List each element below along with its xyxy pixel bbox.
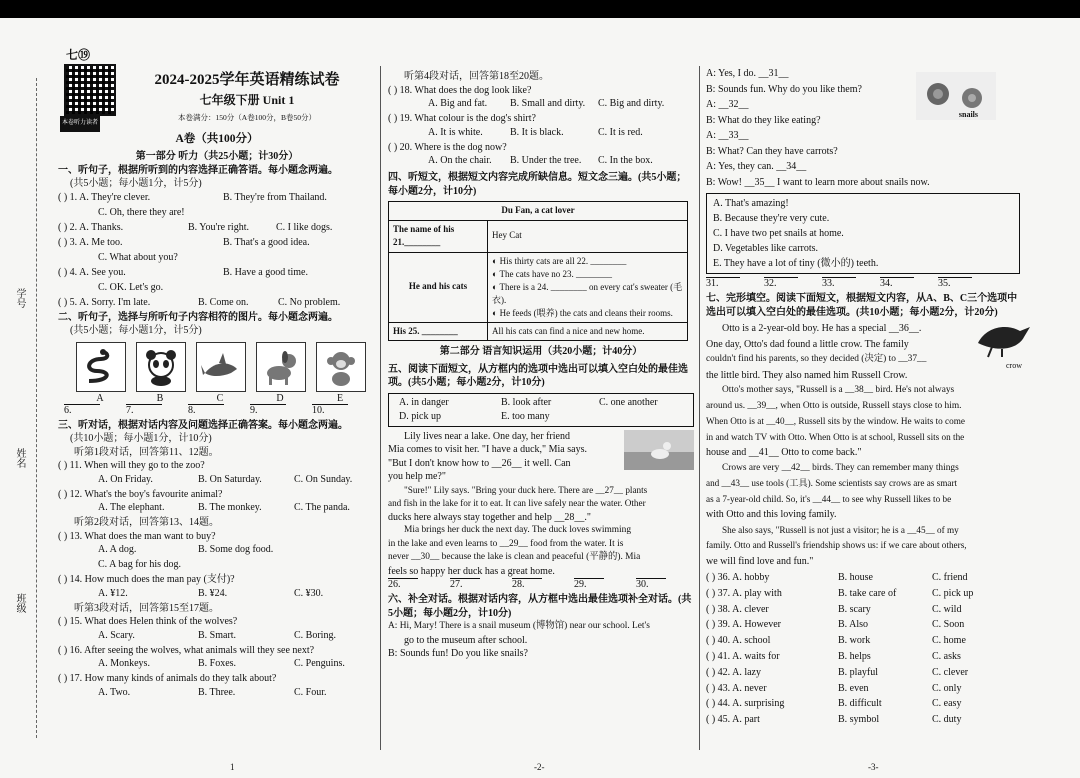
question-18-options bbox=[388, 97, 694, 112]
text-fragment: 34. bbox=[880, 278, 893, 289]
section-1-title: 一、听句子，根据所听到的内容选择正确答语。每小题念两遍。 bbox=[58, 164, 338, 176]
crow-icon bbox=[972, 317, 1034, 359]
text-fragment bbox=[706, 277, 740, 278]
text-fragment: B. Foxes. bbox=[198, 658, 237, 669]
shark-icon bbox=[196, 342, 246, 392]
text-fragment bbox=[126, 404, 162, 405]
table-line: ◐ There is a 24. ________ on every cat's sweater (毛衣). bbox=[492, 281, 683, 305]
text-fragment bbox=[706, 571, 1036, 587]
text-fragment: B. Smart. bbox=[198, 629, 237, 641]
question-1-c bbox=[58, 206, 376, 221]
text-fragment: B. Also bbox=[838, 619, 869, 631]
picture-label: C bbox=[216, 392, 224, 404]
panda-icon bbox=[136, 342, 186, 392]
section-5-option-box: A. in danger B. look after C. one another D. pick up E. too many bbox=[388, 393, 694, 427]
exam-sheet bbox=[0, 18, 1080, 778]
text-fragment bbox=[764, 277, 798, 278]
text-fragment: B. helps bbox=[838, 650, 871, 662]
question-2 bbox=[58, 221, 376, 236]
question-11-options bbox=[58, 473, 376, 488]
text-fragment: C. easy bbox=[932, 698, 962, 710]
dialogue-line: B: Sounds fun! Do you like snails? bbox=[388, 648, 528, 659]
text-fragment bbox=[938, 277, 972, 278]
part-1-title: 第一部分 听力（共25小题；计30分） bbox=[135, 151, 299, 162]
snake-icon bbox=[76, 342, 126, 392]
text-fragment: ( ) 43. A. never bbox=[706, 682, 767, 694]
text-fragment: 33. bbox=[822, 278, 835, 289]
picture-row bbox=[58, 342, 376, 402]
text-fragment bbox=[706, 587, 1036, 603]
text-fragment: C. duty bbox=[932, 714, 962, 726]
snails-label: snails bbox=[958, 110, 978, 119]
picture-label: D bbox=[276, 392, 284, 404]
column-divider bbox=[699, 66, 700, 750]
section-5-passage: Lily lives near a lake. One day, her friend Mia comes to visit her. "I have a duck," Mia says. "But I don't know how to __26__ it well. Can you help me?" "Sure!" Lily says. "Bring your duck here. There are __27__ plants and fish in the lake for it to eat. It can live safely near the water. Other ducks here always stay together and help __28__." Mia brings her duck the next day. The duck loves swimming in the lake and even learns to __29__ food from the water. It is never __30__ because the lake is clean and peaceful (平静的). Mia feels so happy her duck has a great home. bbox=[388, 430, 694, 579]
question-14: ( ) 14. How much does the man pay (支付)? bbox=[58, 574, 235, 585]
question-16-options bbox=[58, 657, 376, 672]
text-fragment: 32. bbox=[764, 278, 777, 289]
text-fragment: ( ) 41. A. waits for bbox=[706, 650, 780, 662]
text-fragment bbox=[450, 578, 480, 579]
text-fragment: C. ¥30. bbox=[294, 587, 324, 599]
text-fragment: ( ) 5. A. Sorry. I'm late. bbox=[58, 296, 151, 308]
section-7-passage: crow Otto is a 2-year-old boy. He has a special __36__. One day, Otto's dad found a little crow. The family couldn't find his parents, so they decided (决定) to __37__ the little bird. They also named him Russell Crow. Otto's mother says, "Russell is a __38__ bird. He's not always around us. __39__, when Otto is outside, Russell stays close to him. When Otto is at __40__, Russell sits by the window. He waits to come in and watch TV with Otto. When Otto is at school, Russell sits on the house and __41__ Otto to come back." Crows are very __42__ birds. They can remember many things and __43__ use tools (工具). Some scientists say crows are as smart as a 7-year-old child. So, it's __44__ to see why Russell likes to be with Otto and this loving family. She also says, "Russell is not just a visitor; he is a __45__ of my family. Otto and Russell's friendship shows us: if we care about others, we will find love and fun." bbox=[706, 321, 1036, 569]
section-7-options bbox=[706, 571, 1036, 729]
question-12: ( ) 12. What's the boy's favourite animal? bbox=[58, 488, 223, 500]
column-divider bbox=[380, 66, 381, 750]
text-fragment: ( ) 4. A. See you. bbox=[58, 266, 126, 278]
text-fragment: 6. bbox=[64, 404, 72, 416]
text-fragment: C. only bbox=[932, 682, 962, 694]
question-5 bbox=[58, 296, 376, 311]
dialogue-3-intro: 听第3段对话，回答第15至17题。 bbox=[74, 602, 219, 614]
column-1 bbox=[58, 64, 376, 701]
table-line: ◐ He feeds (喂养) the cats and cleans their rooms. bbox=[492, 307, 673, 318]
question-19: ( ) 19. What colour is the dog's shirt? bbox=[388, 113, 536, 124]
text-fragment bbox=[822, 277, 856, 278]
part-2-title: 第二部分 语言知识运用（共20小题；计40分） bbox=[439, 346, 643, 357]
dialogue-2-intro: 听第2段对话，回答第13、14题。 bbox=[74, 517, 219, 528]
text-fragment: C. wild bbox=[932, 603, 962, 615]
text-fragment: C. Oh, there they are! bbox=[98, 206, 185, 218]
table-cell: The name of his 21.________ bbox=[389, 220, 488, 252]
text-fragment: B. The monkey. bbox=[198, 502, 262, 513]
text-fragment bbox=[880, 277, 914, 278]
text-fragment: ( ) 37. A. play with bbox=[706, 587, 782, 599]
text-fragment: C. No problem. bbox=[278, 296, 341, 308]
text-fragment: B. work bbox=[838, 635, 871, 647]
section-3-title: 三、听对话，根据对话内容及问题选择正确答案。每小题念两遍。 bbox=[58, 419, 348, 431]
text-fragment: B. Under the tree. bbox=[510, 155, 582, 166]
text-fragment: B. Come on. bbox=[198, 296, 249, 308]
text-fragment: C. home bbox=[932, 635, 966, 647]
text-fragment: C. What about you? bbox=[98, 251, 178, 263]
text-fragment: 7. bbox=[126, 404, 134, 416]
crow-label: crow bbox=[1006, 361, 1022, 370]
page-number-3: -3- bbox=[868, 762, 879, 772]
question-20-options bbox=[388, 154, 694, 169]
text-fragment: 27. bbox=[450, 579, 463, 590]
text-fragment: C. pick up bbox=[932, 587, 974, 599]
question-18: ( ) 18. What does the dog look like? bbox=[388, 84, 532, 96]
text-fragment: B. Some dog food. bbox=[198, 544, 274, 555]
text-fragment bbox=[574, 578, 604, 579]
picture-label: E bbox=[336, 392, 344, 404]
text-fragment: C. I like dogs. bbox=[276, 221, 333, 233]
dog-icon bbox=[256, 342, 306, 392]
section-4-title: 四、听短文，根据短文内容完成所缺信息。短文念三遍。(共5小题；每小题2分，计10分) bbox=[388, 172, 687, 197]
text-fragment: 10. bbox=[312, 404, 325, 416]
text-fragment: C. Boring. bbox=[294, 629, 336, 641]
text-fragment: C. Big and dirty. bbox=[598, 98, 665, 109]
text-fragment: 26. bbox=[388, 579, 401, 590]
side-label-student-id: 学号 bbox=[14, 288, 25, 308]
text-fragment: C. It is red. bbox=[598, 126, 643, 138]
text-fragment: ( ) 39. A. However bbox=[706, 619, 781, 631]
info-table bbox=[388, 201, 688, 341]
section-6-option-box: A. That's amazing! B. Because they're very cute. C. I have two pet snails at home. D. Vegetables like carrots. E. They have a lot of tiny (微小的) teeth. bbox=[706, 193, 1020, 274]
section-6-title: 六、补全对话。根据对话内容，从方框中选出最佳选项补全对话。(共5小题；每小题2分，计10分) bbox=[388, 594, 692, 619]
text-fragment: C. clever bbox=[932, 666, 969, 678]
picture-label: A bbox=[96, 392, 104, 404]
header-mark: 七⑲ bbox=[66, 48, 91, 62]
text-fragment bbox=[706, 682, 1036, 698]
text-fragment: C. OK. Let's go. bbox=[98, 281, 164, 293]
text-fragment: ( ) 40. A. school bbox=[706, 635, 771, 647]
question-16: ( ) 16. After seeing the wolves, what animals will they see next? bbox=[58, 644, 315, 656]
table-header: Du Fan, a cat lover bbox=[389, 202, 688, 221]
text-fragment bbox=[706, 697, 1036, 713]
text-fragment bbox=[188, 404, 224, 405]
text-fragment: B. Small and dirty. bbox=[510, 98, 586, 109]
text-fragment: B. Have a good time. bbox=[223, 266, 308, 278]
part-a-title: A卷（共100分） bbox=[175, 132, 259, 145]
question-17-options bbox=[58, 686, 376, 701]
section-7-title: 七、完形填空。阅读下面短文，根据短文内容，从A、B、C三个选项中选出可以填入空白处的最佳选项。(共10小题；每小题2分，计20分) bbox=[706, 293, 1018, 318]
text-fragment: B. That's a good idea. bbox=[223, 236, 310, 248]
text-fragment: B. ¥24. bbox=[198, 587, 228, 599]
qr-label: 本卷听力读者 bbox=[60, 116, 100, 132]
question-4 bbox=[58, 266, 376, 281]
text-fragment: B. playful bbox=[838, 666, 878, 678]
text-fragment: B. house bbox=[838, 572, 873, 583]
text-fragment: 30. bbox=[636, 579, 649, 590]
table-line: ◐ His thirty cats are all 22. ________ bbox=[492, 255, 627, 266]
text-fragment: C. Four. bbox=[294, 686, 327, 698]
question-19-options bbox=[388, 126, 694, 141]
text-fragment bbox=[706, 650, 1036, 666]
text-fragment: A. It is white. bbox=[428, 126, 483, 138]
text-fragment: ( ) 2. A. Thanks. bbox=[58, 221, 124, 233]
text-fragment: C. friend bbox=[932, 572, 968, 583]
text-fragment: C. A bag for his dog. bbox=[98, 559, 182, 570]
section-2-note: (共5小题；每小题1分，计5分) bbox=[70, 325, 202, 336]
text-fragment: B. scary bbox=[838, 603, 871, 615]
text-fragment: B. On Saturday. bbox=[198, 473, 262, 485]
duck-lake-icon bbox=[624, 430, 694, 470]
text-fragment: B. even bbox=[838, 682, 869, 694]
text-fragment: A. Scary. bbox=[98, 629, 135, 641]
exam-title: 2024-2025学年英语精练试卷 bbox=[154, 72, 340, 88]
text-fragment: A. ¥12. bbox=[98, 587, 128, 599]
question-4-c bbox=[58, 281, 376, 296]
text-fragment: B. difficult bbox=[838, 698, 882, 710]
table-cell: Hey Cat bbox=[488, 220, 688, 252]
text-fragment: B. It is black. bbox=[510, 126, 564, 138]
text-fragment: A. Big and fat. bbox=[428, 98, 488, 109]
monkey-icon bbox=[316, 342, 366, 392]
dialogue-4-intro: 听第4段对话，回答第18至20题。 bbox=[404, 71, 549, 82]
question-17: ( ) 17. How many kinds of animals do they talk about? bbox=[58, 673, 277, 684]
text-fragment bbox=[636, 578, 666, 579]
question-15: ( ) 15. What does Helen think of the wolves? bbox=[58, 616, 238, 627]
score-note: 本卷满分：150分（A卷100分，B卷50分） bbox=[178, 113, 316, 122]
text-fragment: ( ) 44. A. surprising bbox=[706, 698, 785, 710]
question-15-options bbox=[58, 629, 376, 644]
section-1-note: (共5小题；每小题1分，计5分) bbox=[70, 178, 202, 189]
text-fragment: ( ) 1. A. They're clever. bbox=[58, 191, 151, 203]
text-fragment: ( ) 36. A. hobby bbox=[706, 572, 770, 583]
question-13: ( ) 13. What does the man want to buy? bbox=[58, 530, 216, 542]
text-fragment: C. In the box. bbox=[598, 155, 653, 166]
question-13-option-c bbox=[58, 558, 376, 573]
table-line: ◐ The cats have no 23. ________ bbox=[492, 268, 612, 279]
question-3 bbox=[58, 236, 376, 251]
side-label-class: 班级 bbox=[14, 593, 25, 613]
text-fragment bbox=[512, 578, 542, 579]
table-cell: He and his cats bbox=[389, 252, 488, 322]
text-fragment: 9. bbox=[250, 404, 258, 416]
text-fragment: ( ) 38. A. clever bbox=[706, 603, 769, 615]
text-fragment bbox=[706, 713, 1036, 729]
qr-code-icon bbox=[64, 64, 116, 116]
exam-subtitle: 七年级下册 Unit 1 bbox=[199, 92, 295, 107]
text-fragment: 29. bbox=[574, 579, 587, 590]
text-fragment: B. Three. bbox=[198, 686, 236, 698]
text-fragment: ( ) 3. A. Me too. bbox=[58, 236, 123, 248]
text-fragment: A. Monkeys. bbox=[98, 658, 150, 669]
text-fragment bbox=[312, 404, 348, 405]
text-fragment: A. The elephant. bbox=[98, 502, 165, 513]
page-number-2: -2- bbox=[534, 762, 545, 772]
text-fragment: ( ) 42. A. lazy bbox=[706, 666, 761, 678]
dialogue-line: go to the museum after school. bbox=[404, 634, 528, 646]
section-2-title: 二、听句子，选择与所听句子内容相符的图片。每小题念两遍。 bbox=[58, 311, 338, 323]
text-fragment bbox=[706, 666, 1036, 682]
text-fragment bbox=[706, 618, 1036, 634]
section-6-answer-blanks bbox=[706, 277, 1036, 292]
text-fragment: B. You're right. bbox=[188, 221, 249, 233]
snails-icon bbox=[916, 72, 996, 120]
question-13-options bbox=[58, 543, 376, 558]
section-6-dialogue: snails A: Yes, I do. __31__ B: Sounds fun. Why do you like them? A: __32__ B: What do they like eating? A: __33__ B: What? Can they have carrots? A: Yes, they can. __34__ B: Wow! __35__ I want to learn more about snails now. bbox=[706, 66, 1036, 190]
text-fragment: B. symbol bbox=[838, 714, 880, 726]
section-3-note: (共10小题；每小题1分，计10分) bbox=[70, 433, 212, 444]
table-cell: All his cats can find a nice and new home. bbox=[488, 322, 688, 341]
dialogue-line: A: Hi, Mary! There is a snail museum (博物馆) near our school. Let's bbox=[388, 621, 650, 631]
text-fragment: C. asks bbox=[932, 650, 961, 662]
section-2-answer-blanks bbox=[58, 404, 376, 419]
text-fragment bbox=[250, 404, 286, 405]
page-number-1: 1 bbox=[230, 762, 235, 772]
table-cell: His 25. ________ bbox=[389, 322, 488, 341]
side-label-name: 姓名 bbox=[14, 448, 25, 468]
text-fragment: B. They're from Thailand. bbox=[223, 191, 327, 203]
text-fragment: A. On the chair. bbox=[428, 155, 492, 166]
question-20: ( ) 20. Where is the dog now? bbox=[388, 141, 507, 153]
question-11: ( ) 11. When will they go to the zoo? bbox=[58, 460, 205, 471]
question-14-options bbox=[58, 587, 376, 602]
section-5-title: 五、阅读下面短文，从方框内的选项中选出可以填入空白处的最佳选项。(共5小题；每小题2分，计10分) bbox=[388, 363, 688, 388]
text-fragment bbox=[706, 634, 1036, 650]
text-fragment: 35. bbox=[938, 278, 951, 289]
section-5-answer-blanks bbox=[388, 578, 694, 593]
text-fragment: 8. bbox=[188, 404, 196, 416]
text-fragment: A. A dog. bbox=[98, 544, 137, 555]
picture-label: B bbox=[156, 392, 164, 404]
dialogue-1-intro: 听第1段对话，回答第11、12题。 bbox=[74, 446, 219, 458]
question-12-options bbox=[58, 501, 376, 516]
text-fragment bbox=[388, 578, 418, 579]
text-fragment: A. Two. bbox=[98, 686, 131, 698]
text-fragment: C. Penguins. bbox=[294, 658, 345, 669]
question-1 bbox=[58, 191, 376, 206]
binding-line bbox=[36, 78, 37, 738]
text-fragment: ( ) 45. A. part bbox=[706, 714, 760, 726]
text-fragment: C. Soon bbox=[932, 619, 965, 631]
column-2 bbox=[388, 70, 694, 661]
question-3-c bbox=[58, 251, 376, 266]
text-fragment bbox=[64, 404, 100, 405]
text-fragment: A. On Friday. bbox=[98, 473, 153, 485]
text-fragment: C. On Sunday. bbox=[294, 473, 353, 485]
text-fragment: B. take care of bbox=[838, 587, 897, 599]
text-fragment: 31. bbox=[706, 278, 719, 289]
text-fragment: C. The panda. bbox=[294, 502, 350, 513]
text-fragment: 28. bbox=[512, 579, 525, 590]
column-3 bbox=[706, 66, 1036, 729]
text-fragment bbox=[706, 603, 1036, 619]
